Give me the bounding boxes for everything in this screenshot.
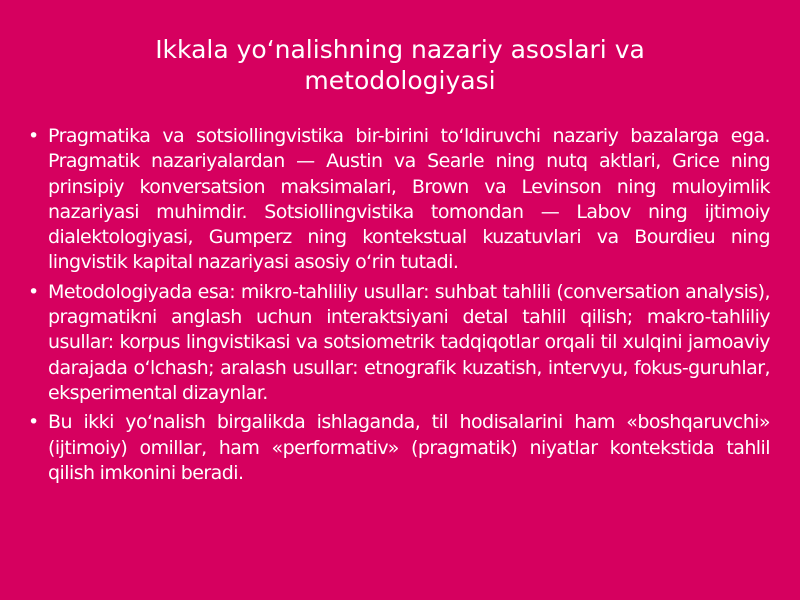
bullet-text-2: Metodologiyada esa: mikro-tahliliy usullar: suhbat tahlili (conversation analysis), pragmatikni anglash uchun interaktsiyani detal tahlil qilish; makro-tahliliy usullar: korpus lingvistikasi va sotsiometrik tadqiqotlar orqali til xulqini jamoaviy darajada o‘lchash; aralash usullar: etnografik kuzatish, intervyu, fokus-guruhlar, eksperimental dizaynlar. — [48, 280, 770, 404]
bullet-marker-2: • — [28, 280, 39, 303]
slide-title: Ikkala yo‘nalishning nazariy asoslari va metodologiyasi — [155, 35, 645, 95]
bullet-text-1: Pragmatika va sotsiollingvistika bir-birini to‘ldiruvchi nazariy bazalarga ega. Pragmatik nazariyalardan — Austin va Searle ning nutq aktlari, Grice ning prinsipiy konversatsion maksimalari, Brown va Levinson ning muloyimlik nazariyasi muhimdir. Sotsiollingvistika tomondan — Labov ning ijtimoiy dialektologiyasi, Gumperz ning kontekstual kuzatuvlari va Bourdieu ning lingvistik kapital nazariyasi asosiy o‘rin tutadi. — [48, 125, 770, 274]
bullet-list — [28, 124, 770, 490]
bullet-marker-3: • — [28, 411, 39, 434]
bullet-text-3: Bu ikki yo‘nalish birgalikda ishlaganda, til hodisalarini ham «boshqaruvchi» (ijtimoiy) omillar, ham «performativ» (pragmatik) niyatlar kontekstida tahlil qilish imkonini beradi. — [48, 411, 770, 484]
bullet-item-2 — [28, 280, 770, 406]
bullet-item-3 — [28, 410, 770, 486]
bullet-item-1 — [28, 124, 770, 276]
bullet-marker-1: • — [28, 125, 39, 147]
